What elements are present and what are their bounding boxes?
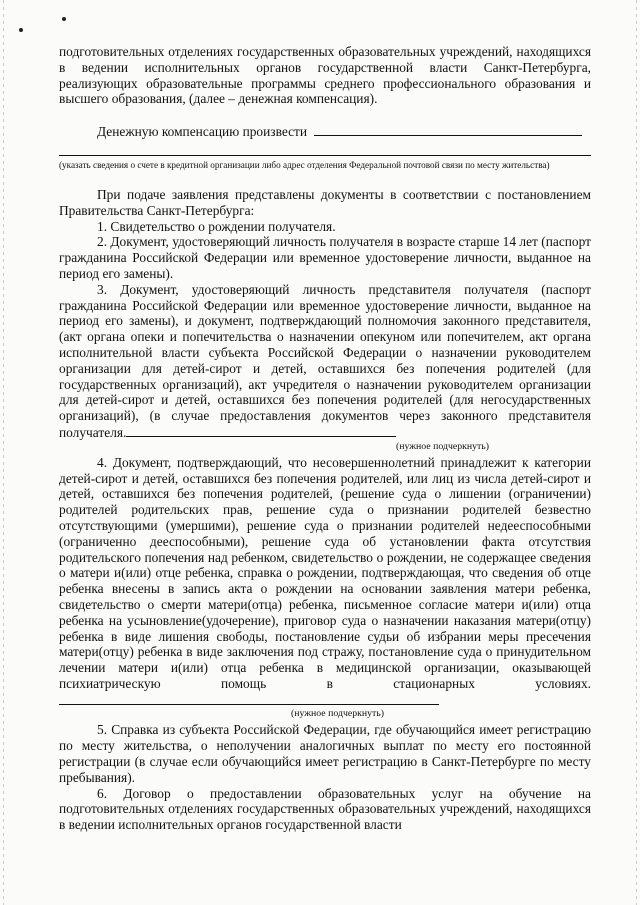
account-note: (указать сведения о счете в кредитной организации либо адрес отделения Федеральной почтовой связи по месту жительства) <box>59 159 550 170</box>
scan-speck <box>19 28 23 32</box>
compensation-line <box>59 123 591 140</box>
scan-left-edge <box>3 0 4 905</box>
document-page <box>59 44 591 833</box>
doc-item-3-blank[interactable] <box>126 424 396 437</box>
underline-note-2: (нужное подчеркнуть) <box>291 708 385 720</box>
scan-right-edge <box>636 0 637 905</box>
account-line[interactable] <box>59 155 591 156</box>
scan-speck <box>62 17 66 21</box>
docs-intro: При подаче заявления представлены документы в соответствии с постановлением Правительства Санкт-Петербурга: <box>59 186 591 218</box>
paragraph-intro: подготовительных отделениях государственных образовательных учреждений, находящихся в ведении исполнительных органов государственной власти Санкт-Петербурга, реализующих образовательные программы среднего профессионального образования и высшего образования, (далее – денежная компенсация). <box>59 44 591 107</box>
doc-item-1: 1. Свидетельство о рождении получателя. <box>97 218 336 234</box>
compensation-label: Денежную компенсацию произвести <box>97 124 308 140</box>
doc-item-5: 5. Справка из субъекта Российской Федерации, где обучающийся имеет регистрацию по месту жительства, о неполучении аналогичных выплат по месту его постоянной регистрации (в случае если обучающийся имеет регистрацию в Санкт-Петербурге по месту пребывания). <box>59 722 591 785</box>
compensation-blank[interactable] <box>314 123 582 136</box>
doc-item-3-text: 3. Документ, удостоверяющий личность представителя получателя (паспорт гражданина Российской Федерации или временное удостоверение личности, выданное на период его замены), и документ, подтверждающий полномочия законного представителя, (акт органа опеки и попечительства о назначении опекуном или попечителем, акт органа исполнительной власти субъекта Российской Федерации о назначении руководителем организации для детей-сирот и детей, оставшихся без попечения родителей (для государственных организаций), акт учредителя о назначении руководителем организации для детей-сирот и детей, оставшихся без попечения родителей (для негосударственных организаций), (в случае предоставления документов через законного представителя получателя. <box>59 281 591 440</box>
doc-item-6: 6. Договор о предоставлении образовательных услуг на обучение на подготовительных отделениях государственных образовательных учреждений, находящихся в ведении исполнительных органов государственной власти <box>59 785 591 833</box>
doc-item-4 <box>59 455 591 709</box>
doc-item-4-text: 4. Документ, подтверждающий, что несовершеннолетний принадлежит к категории детей-сирот и детей, оставшихся без попечения родителей, или лиц из числа детей-сирот и детей, оставшихся без попечения родителей, (решение суда о лишении (ограничении) родителей родительских прав, решение суда о признании родителей безвестно отсутствующими (умершими), решение суда о признании родителей недееспособными (ограниченно дееспособными), решение суда об установлении факта отсутствия родительского попечения над ребенком, свидетельство о рождении, не содержащее сведения о матери и(или) отце ребенка, справка о рождении, подтверждающая, что сведения об отце ребенка внесены в запись акта о рождении на основании заявления матери ребенка, свидетельство о смерти матери(отца) ребенка, письменное согласие матери и(или) отца ребенка на усыновление(удочерение), приговор суда о назначении наказания матери(отцу) ребенка в виде лишения свободы, постановление судьи об избрании меры пресечения матери(отцу) ребенка в виде заключения под стражу, постановление суда о принудительном лечении матери и(или) отца ребенка в медицинской организации, оказывающей психиатрическую помощь в стационарных условиях. <box>59 454 591 691</box>
doc-item-3 <box>59 282 591 441</box>
doc-item-4-blank[interactable] <box>59 692 439 705</box>
underline-note-1: (нужное подчеркнуть) <box>396 440 490 452</box>
doc-item-2: 2. Документ, удостоверяющий личность получателя в возрасте старше 14 лет (паспорт гражданина Российской Федерации или временное удостоверение личности, выданное на период его замены). <box>59 234 591 281</box>
